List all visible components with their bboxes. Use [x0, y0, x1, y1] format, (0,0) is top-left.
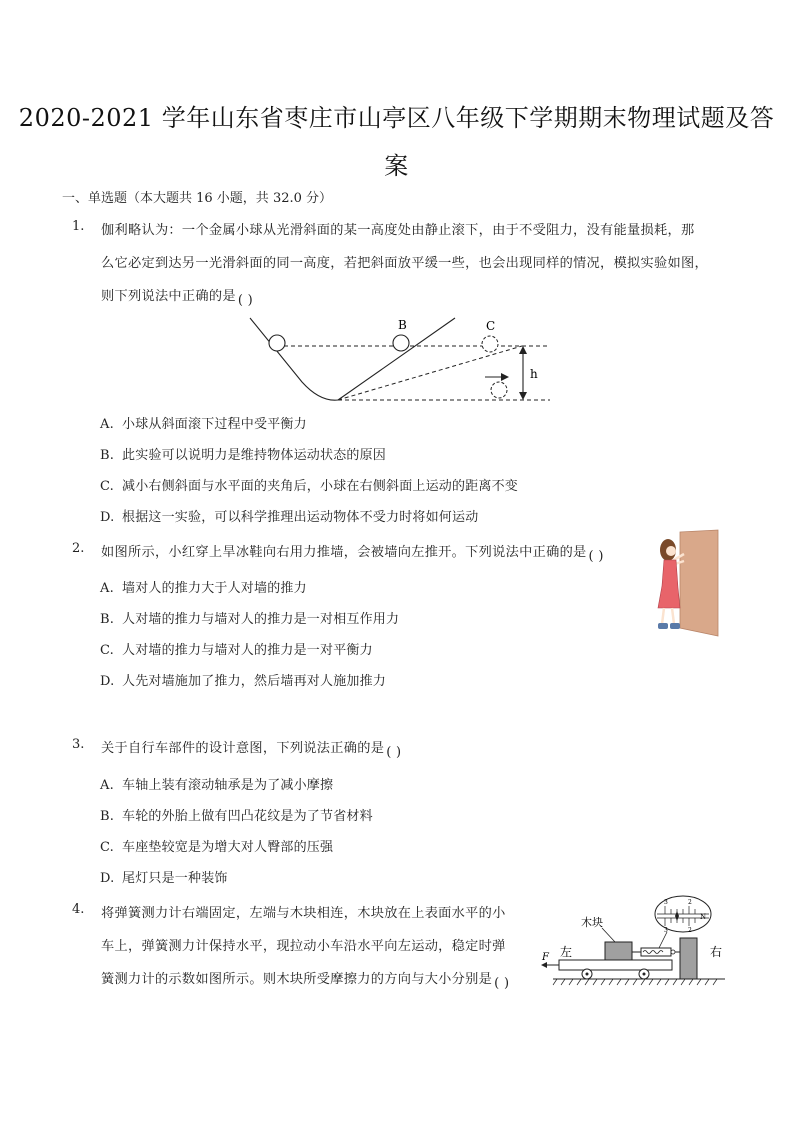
answer-blank: ( ) — [386, 745, 402, 760]
question-number: 2. — [72, 541, 85, 556]
document-title-line-1: 2020-2021 学年山东省枣庄市山亭区八年级下学期期末物理试题及答 — [18, 104, 775, 132]
question-number: 4. — [72, 902, 85, 917]
svg-text:2: 2 — [688, 899, 692, 906]
option-a[interactable]: A. 小球从斜面滚下过程中受平衡力 — [100, 417, 307, 432]
answer-blank: ( ) — [237, 293, 254, 308]
option-a[interactable]: A. 车轴上装有滚动轴承是为了减小摩擦 — [100, 778, 334, 793]
answer-blank: ( ) — [494, 976, 510, 991]
option-d[interactable]: D. 根据这一实验，可以科学推理出运动物体不受力时将如何运动 — [100, 510, 479, 525]
label-right: 右 — [710, 945, 723, 959]
girl-pushing-wall-figure — [652, 528, 722, 638]
question-text-line: 么它必定到达另一光滑斜面的同一高度，若把斜面放平缓一些，也会出现同样的情况，模拟实验如图， — [101, 256, 708, 271]
option-d[interactable]: D. 人先对墙施加了推力，然后墙再对人施加推力 — [100, 674, 387, 689]
svg-text:3: 3 — [664, 927, 668, 934]
svg-text:2: 2 — [688, 927, 692, 934]
question-text-line: 簧测力计的示数如图所示。则木块所受摩擦力的方向与大小分别是 ( ) — [101, 972, 510, 991]
label-block: 木块 — [581, 916, 603, 929]
question-text-line: 将弹簧测力计右端固定，左端与木块相连，木块放在上表面水平的小 — [101, 906, 506, 921]
svg-text:N: N — [700, 913, 707, 921]
question-text-line: 伽利略认为：一个金属小球从光滑斜面的某一高度处由静止滚下，由于不受阻力，没有能量损耗，那 — [101, 223, 695, 238]
svg-text:3: 3 — [664, 899, 668, 906]
question-number: 1. — [72, 219, 85, 234]
option-a[interactable]: A. 墙对人的推力大于人对墙的推力 — [100, 581, 307, 596]
section-heading: 一、单选题（本大题共 16 小题，共 32.0 分） — [62, 191, 333, 206]
label-c: C — [486, 319, 496, 333]
cart-spring-scale-figure — [535, 890, 730, 995]
option-b[interactable]: B. 人对墙的推力与墙对人的推力是一对相互作用力 — [100, 612, 400, 627]
answer-blank: ( ) — [588, 549, 604, 564]
question-text-line: 如图所示，小红穿上旱冰鞋向右用力推墙，会被墙向左推开。下列说法中正确的是 ( ) — [101, 545, 604, 564]
label-force: F — [542, 952, 549, 963]
option-d[interactable]: D. 尾灯只是一种装饰 — [100, 871, 228, 886]
question-number: 3. — [72, 737, 85, 752]
option-c[interactable]: C. 减小右侧斜面与水平面的夹角后，小球在右侧斜面上运动的距离不变 — [100, 479, 519, 494]
document-title-line-2: 案 — [384, 152, 409, 180]
option-c[interactable]: C. 车座垫较宽是为增大对人臀部的压强 — [100, 840, 334, 855]
question-text-line: 则下列说法中正确的是 ( ) — [101, 289, 254, 308]
label-b: B — [398, 318, 407, 332]
label-left: 左 — [560, 945, 573, 959]
incline-experiment-figure — [240, 310, 570, 405]
label-h: h — [530, 367, 538, 381]
option-b[interactable]: B. 此实验可以说明力是维持物体运动状态的原因 — [100, 448, 387, 463]
question-text-line: 关于自行车部件的设计意图，下列说法正确的是 ( ) — [101, 741, 402, 760]
option-c[interactable]: C. 人对墙的推力与墙对人的推力是一对平衡力 — [100, 643, 373, 658]
question-text-line: 车上，弹簧测力计保持水平，现拉动小车沿水平向左运动，稳定时弹 — [101, 939, 506, 954]
option-b[interactable]: B. 车轮的外胎上做有凹凸花纹是为了节省材料 — [100, 809, 373, 824]
